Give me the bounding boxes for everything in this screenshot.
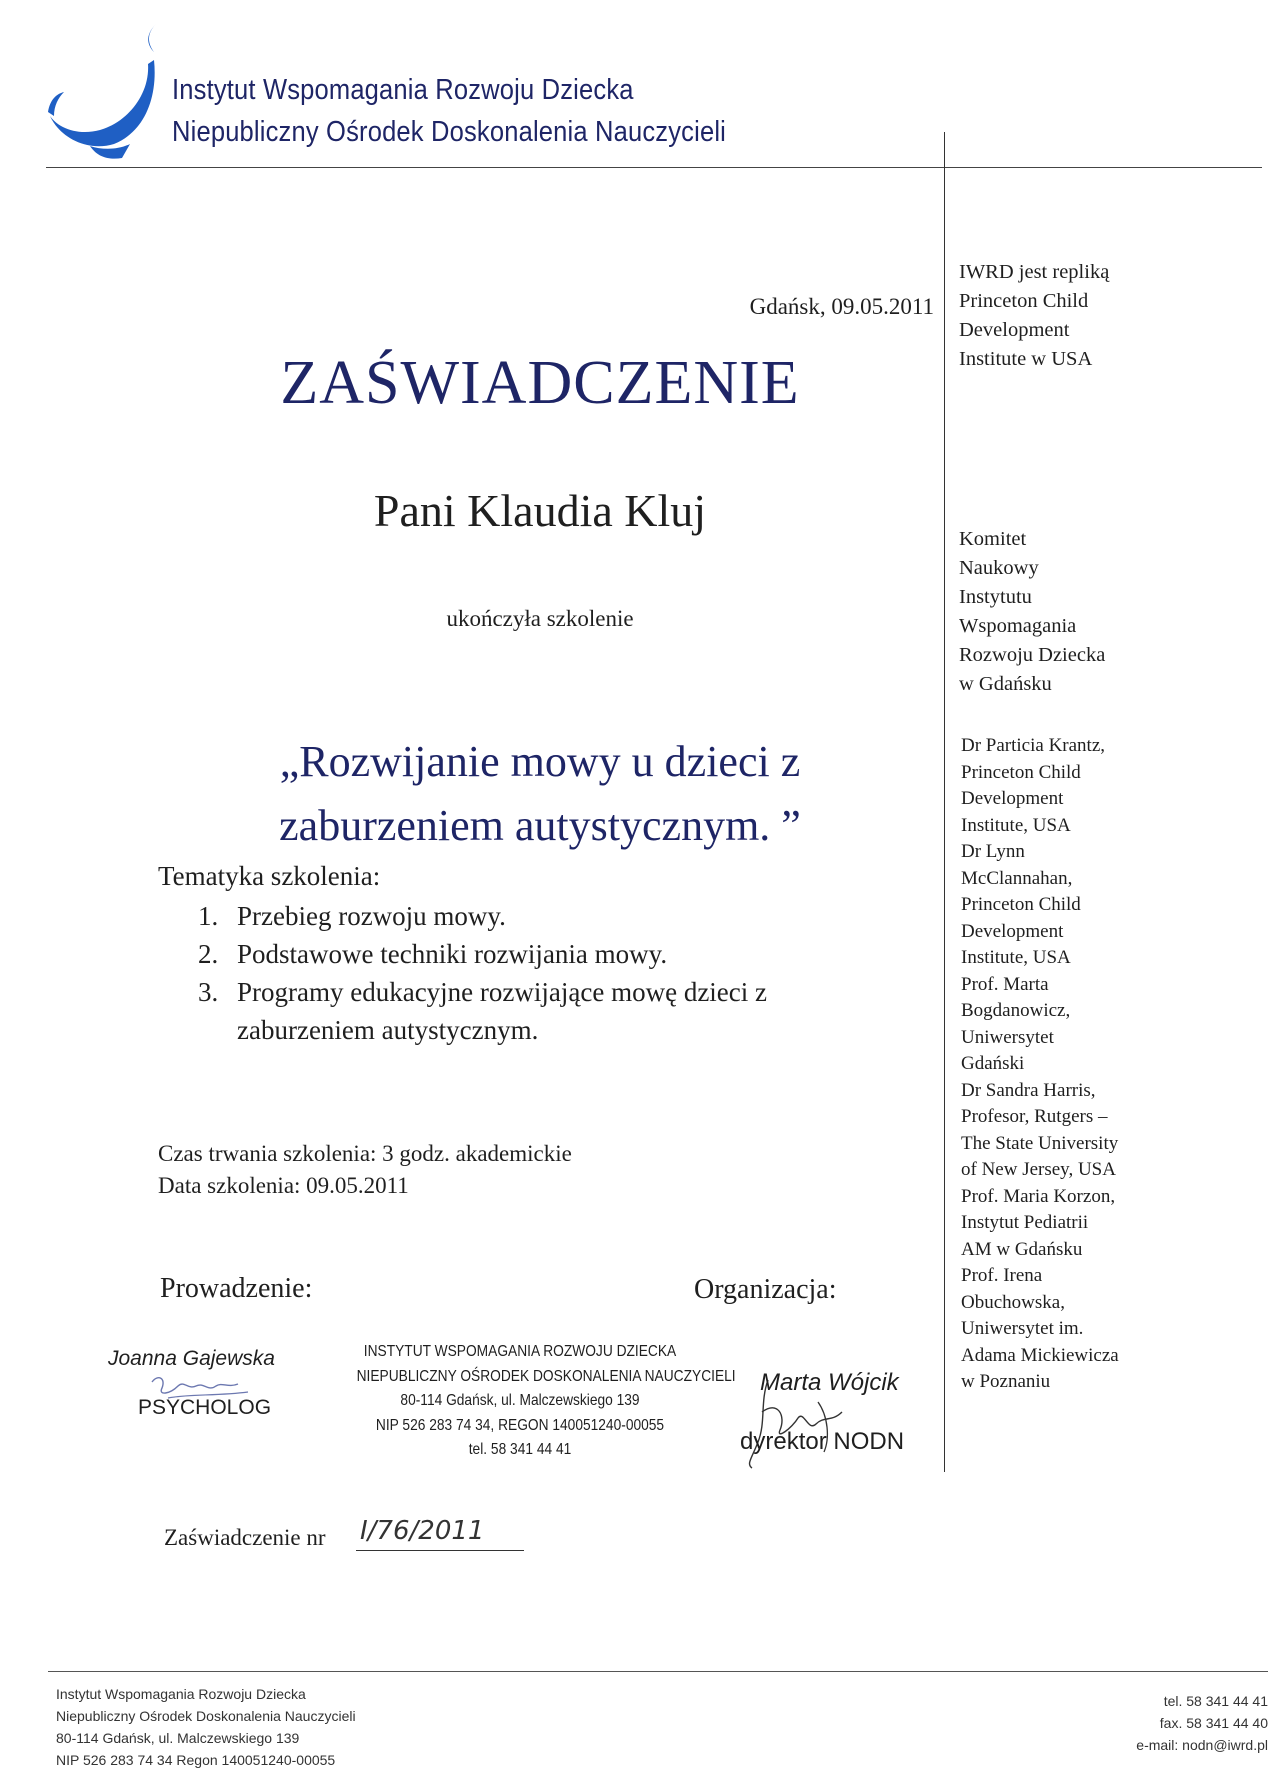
certificate-title: ZAŚWIADCZENIE: [280, 349, 800, 417]
topic-text: Programy edukacyjne rozwijające mowę dzieci z: [237, 977, 768, 1007]
sidebar-line: IWRD jest repliką: [959, 261, 1110, 283]
sidebar-member-line: Uniwersytet im.: [961, 1318, 1084, 1339]
sidebar-member-line: Bogdanowicz,: [961, 1000, 1071, 1021]
topic-item: [168, 973, 767, 1049]
topic-number: 3.: [198, 977, 219, 1007]
footer-fax: fax. 58 341 44 40: [1159, 1715, 1268, 1731]
recipient-name: Pani Klaudia Kluj: [373, 485, 707, 536]
sidebar-member-line: Institute, USA: [961, 814, 1071, 836]
footer-contact: [1000, 1690, 1268, 1756]
sidebar-member-line: Development: [961, 788, 1064, 809]
sidebar-member-line: Princeton Child: [961, 894, 1081, 915]
training-duration: Czas trwania szkolenia: 3 godz. akademickie: [158, 1141, 572, 1166]
footer-line: Niepubliczny Ośrodek Doskonalenia Nauczycieli: [56, 1708, 356, 1724]
sidebar-member-line: Prof. Marta: [961, 973, 1049, 995]
sidebar-member-line: McClannahan,: [961, 867, 1073, 889]
topic-item: [168, 897, 767, 935]
institute-stamp: [356, 1340, 736, 1463]
institute-name: Instytut Wspomagania Rozwoju Dziecka: [172, 74, 634, 106]
topic-text: Przebieg rozwoju mowy.: [237, 901, 506, 931]
footer-address: [56, 1683, 356, 1771]
sidebar-member-line: Prof. Irena: [961, 1265, 1043, 1286]
organization-label: Organizacja:: [694, 1274, 837, 1305]
stamp-line: NIP 526 283 74 34, REGON 140051240-00055: [375, 1416, 665, 1434]
sidebar-line: Wspomagania: [959, 615, 1077, 637]
institute-logo-icon: [44, 20, 164, 160]
footer-line: NIP 526 283 74 34 Regon 140051240-00055: [56, 1752, 336, 1768]
training-date: Data szkolenia: 09.05.2011: [158, 1173, 409, 1198]
director-role: dyrektor NODN: [740, 1428, 905, 1455]
sidebar-line: Development: [959, 319, 1070, 341]
sidebar-member-line: Instytut Pediatrii: [961, 1212, 1089, 1233]
sidebar-member-line: Uniwersytet: [961, 1026, 1054, 1048]
lead-signature-name: Joanna Gajewska: [108, 1347, 275, 1370]
footer-line: 80-114 Gdańsk, ul. Malczewskiego 139: [56, 1730, 300, 1746]
footer-email: e-mail: nodn@iwrd.pl: [1136, 1737, 1268, 1753]
header-divider: [46, 167, 1262, 168]
sidebar-line: Princeton Child: [959, 290, 1089, 312]
sidebar-member-line: Adama Mickiewicza: [961, 1344, 1119, 1366]
footer-divider: [48, 1671, 1268, 1672]
course-title-line1: „Rozwijanie mowy u dzieci z: [279, 737, 801, 786]
certificate-number-label: Zaświadczenie nr: [164, 1525, 326, 1550]
footer-phone: tel. 58 341 44 41: [1163, 1693, 1268, 1709]
sidebar-committee-heading: [959, 525, 1105, 699]
sidebar-member-line: Institute, USA: [961, 947, 1071, 968]
certificate-number-field: [356, 1514, 524, 1551]
topics-list: [168, 897, 767, 1049]
topic-number: 2.: [198, 939, 219, 969]
sidebar-member-line: Dr Lynn: [961, 841, 1025, 862]
topic-text: zaburzeniem autystycznym.: [237, 1015, 539, 1045]
sidebar-member-line: Gdański: [961, 1053, 1025, 1074]
sidebar-member-line: Prof. Maria Korzon,: [961, 1185, 1116, 1207]
sidebar-line: Institute w USA: [959, 348, 1093, 370]
sidebar-committee-members: [961, 733, 1119, 1396]
topics-label: Tematyka szkolenia:: [158, 861, 381, 891]
sidebar-member-line: Obuchowska,: [961, 1291, 1065, 1313]
sidebar-line: Komitet: [959, 528, 1027, 550]
institute-subtitle: Niepubliczny Ośrodek Doskonalenia Nauczycieli: [172, 116, 727, 148]
sidebar-line: Instytutu: [959, 586, 1032, 608]
sidebar-member-line: Princeton Child: [961, 761, 1081, 783]
sidebar-member-line: Dr Particia Krantz,: [961, 735, 1106, 756]
sidebar-member-line: Profesor, Rutgers –: [961, 1106, 1108, 1127]
stamp-line: tel. 58 341 44 41: [468, 1441, 572, 1458]
sidebar-member-line: Dr Sandra Harris,: [961, 1079, 1096, 1101]
course-title-line2: zaburzeniem autystycznym. ”: [279, 801, 801, 850]
completed-text: ukończyła szkolenie: [446, 606, 634, 631]
sidebar-member-line: The State University: [961, 1132, 1119, 1154]
sidebar-member-line: AM w Gdańsku: [961, 1238, 1083, 1260]
sidebar-member-line: of New Jersey, USA: [961, 1159, 1116, 1180]
sidebar-line: w Gdańsku: [959, 673, 1052, 695]
director-signature-name: Marta Wójcik: [760, 1369, 899, 1396]
sidebar-line: Naukowy: [959, 557, 1039, 579]
sidebar-iwrd-note: [959, 258, 1109, 374]
lead-label: Prowadzenie:: [160, 1273, 313, 1304]
place-date: Gdańsk, 09.05.2011: [749, 294, 934, 319]
footer-line: Instytut Wspomagania Rozwoju Dziecka: [56, 1686, 306, 1702]
sidebar-member-line: w Poznaniu: [961, 1371, 1051, 1392]
certificate-number-value: I/76/2011: [360, 1516, 485, 1546]
stamp-line: INSTYTUT WSPOMAGANIA ROZWOJU DZIECKA: [363, 1343, 677, 1360]
stamp-line: 80-114 Gdańsk, ul. Malczewskiego 139: [400, 1392, 640, 1409]
sidebar-member-line: Development: [961, 920, 1064, 942]
topic-text: Podstawowe techniki rozwijania mowy.: [237, 939, 668, 969]
lead-role: PSYCHOLOG: [138, 1396, 272, 1419]
topic-item: [168, 935, 767, 973]
stamp-line: NIEPUBLICZNY OŚRODEK DOSKONALENIA NAUCZYCIELI: [356, 1367, 736, 1385]
sidebar-line: Rozwoju Dziecka: [959, 644, 1106, 666]
topic-number: 1.: [198, 901, 219, 931]
